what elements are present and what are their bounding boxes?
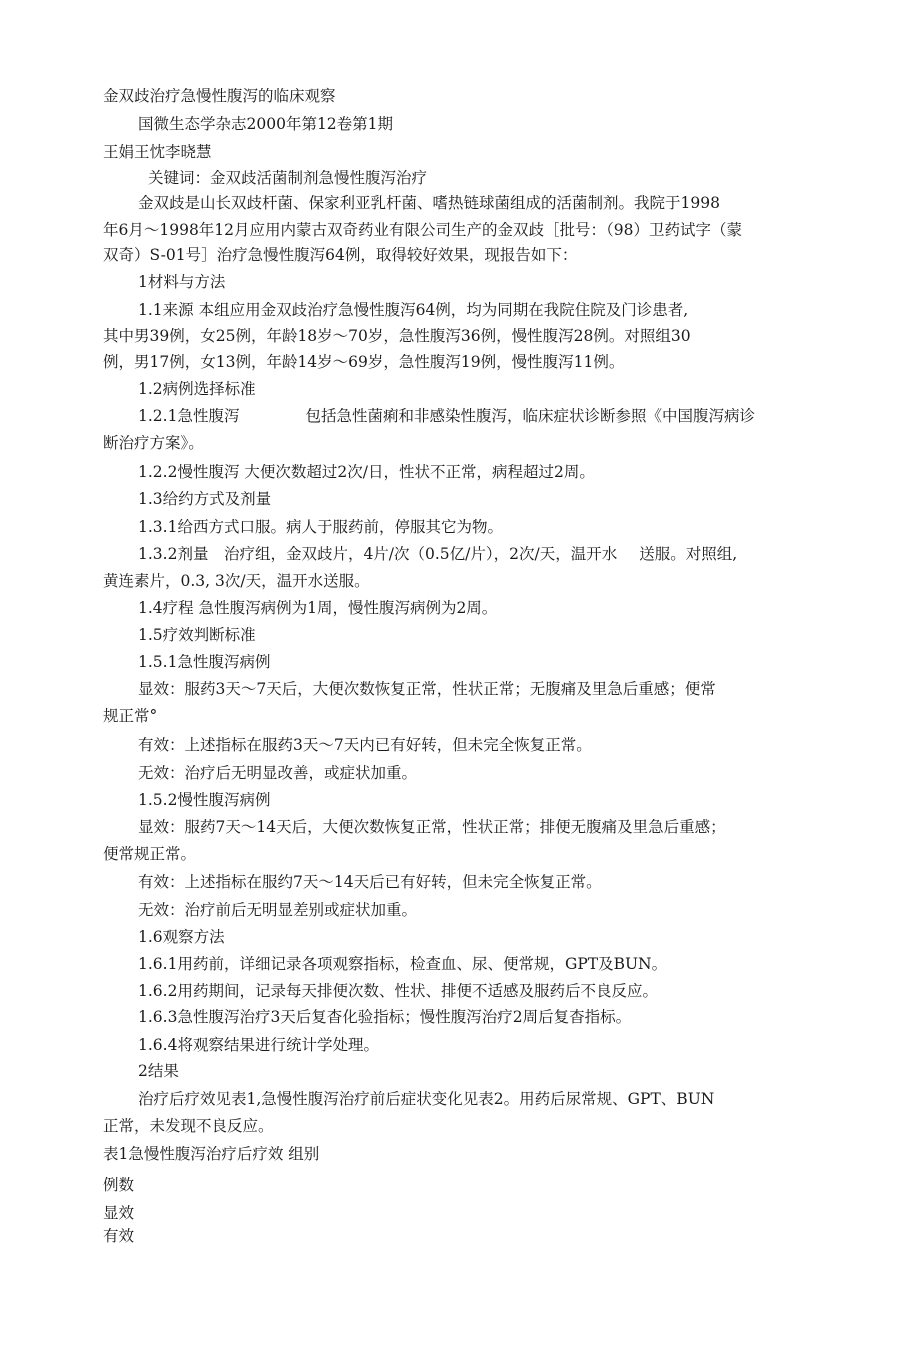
journal-citation: 国微生态学杂志2000年第12卷第1期 — [138, 115, 394, 133]
subsection-1-2: 1.2病例选择标准 — [138, 380, 256, 398]
table1-col-effective: 有效 — [103, 1227, 135, 1245]
intro-line-2: 年6月～1998年12月应用内蒙古双奇药业有限公司生产的金双歧［批号：（98）卫药试字（蒙 — [103, 221, 743, 239]
paragraph-1-1-line-2: 其中男39例，女25例，年龄18岁～70岁，急性腹泻36例，慢性腹泻28例。对照组30 — [103, 327, 691, 345]
table1-col-marked: 显效 — [103, 1204, 135, 1222]
paragraph-1-2-1-body: 包括急性菌痢和非感染性腹泻，临床症状诊断参照《中国腹泻病诊 — [305, 407, 755, 425]
paragraph-1-2-1 — [138, 406, 755, 426]
keywords: 关键词：金双歧活菌制剂急慢性腹泻治疗 — [148, 169, 428, 187]
paragraph-1-3-2 — [138, 544, 737, 564]
paragraph-1-6-2: 1.6.2用药期间，记录每天排便次数、性状、排便不适感及服药后不良反应。 — [138, 982, 658, 1000]
chronic-marked-effect-line-1: 显效：服药7天～14天后，大便次数恢复正常，性状正常；排便无腹痛及里急后重感； — [138, 818, 726, 836]
paragraph-1-6-4: 1.6.4将观察结果进行统计学处理。 — [138, 1036, 379, 1054]
paragraph-1-1-line-1: 1.1来源 本组应用金双歧治疗急慢性腹泻64例，均为同期在我院住院及门诊患者, — [138, 301, 689, 319]
subsection-1-3: 1.3给约方式及剂量 — [138, 490, 272, 508]
paragraph-1-1-line-3: 例，男17例，女13例，年龄14岁～69岁，急性腹泻19例，慢性腹泻11例。 — [103, 353, 625, 371]
intro-line-1: 金双歧是山长双歧杆菌、保家利亚乳杆菌、嗜热链球菌组成的活菌制剂。我院于1998 — [138, 194, 720, 212]
chronic-marked-effect-line-2: 便常规正常。 — [103, 845, 197, 863]
paragraph-1-3-2-part-b: 送服。对照组, — [639, 545, 738, 563]
article-title: 金双歧治疗急慢性腹泻的临床观察 — [103, 87, 336, 105]
acute-marked-effect-line-2: 规正常° — [103, 707, 158, 725]
paragraph-1-2-1-cont: 断治疗方案》。 — [103, 434, 204, 452]
paragraph-1-3-2-cont: 黄连素片，0.3, 3次/天，温开水送服。 — [103, 572, 370, 590]
paragraph-1-3-1: 1.3.1给西方式口服。病人于服药前，停服其它为物。 — [138, 518, 503, 536]
results-line-1: 治疗后疗效见表1,急慢性腹泻治疗前后症状变化见表2。用药后尿常规、GPT、BUN — [138, 1090, 715, 1108]
subsection-1-5-1: 1.5.1急性腹泻病例 — [138, 653, 271, 671]
paragraph-1-3-2-part-a: 1.3.2剂量 治疗组，金双歧片，4片/次（0.5亿/片），2次/天，温开水 — [138, 545, 618, 563]
results-line-2: 正常，未发现不良反应。 — [103, 1117, 274, 1135]
acute-marked-effect-line-1: 显效：服药3天～7天后，大便次数恢复正常，性状正常；无腹痛及里急后重感；便常 — [138, 680, 716, 698]
acute-ineffective: 无效：治疗后无明显改善，或症状加重。 — [138, 764, 418, 782]
paragraph-1-4: 1.4疗程 急性腹泻病例为1周，慢性腹泻病例为2周。 — [138, 599, 498, 617]
paragraph-1-6-3: 1.6.3急性腹泻治疗3天后复杳化验指标；慢性腹泻治疗2周后复杳指标。 — [138, 1008, 632, 1026]
table1-col-cases: 例数 — [103, 1176, 135, 1194]
section-heading-2: 2结果 — [138, 1062, 179, 1080]
paragraph-1-6-1: 1.6.1用药前，详细记录各项观察指标，检查血、尿、便常规，GPT及BUN。 — [138, 955, 668, 973]
section-heading-1: 1材料与方法 — [138, 273, 226, 291]
acute-effective: 有效：上述指标在服药3天～7天内已有好转，但未完全恢复正常。 — [138, 736, 592, 754]
paragraph-1-2-2: 1.2.2慢性腹泻 大便次数超过2次/日，性状不正常，病程超过2周。 — [138, 463, 595, 481]
paragraph-1-2-1-head: 1.2.1急性腹泻 — [138, 407, 240, 425]
authors: 王娟王忱李晓慧 — [103, 143, 212, 161]
subsection-1-5: 1.5疗效判断标准 — [138, 626, 256, 644]
chronic-effective: 有效：上述指标在服约7天～14天后已有好转，但未完全恢复正常。 — [138, 873, 602, 891]
chronic-ineffective: 无效：治疗前后无明显差别或症状加重。 — [138, 901, 418, 919]
subsection-1-5-2: 1.5.2慢性腹泻病例 — [138, 791, 271, 809]
table1-caption: 表1急慢性腹泻治疗后疗效 组别 — [103, 1145, 320, 1163]
intro-line-3: 双奇）S-01号］治疗急慢性腹泻64例，取得较好效果，现报告如下： — [103, 246, 578, 264]
subsection-1-6: 1.6观察方法 — [138, 928, 225, 946]
